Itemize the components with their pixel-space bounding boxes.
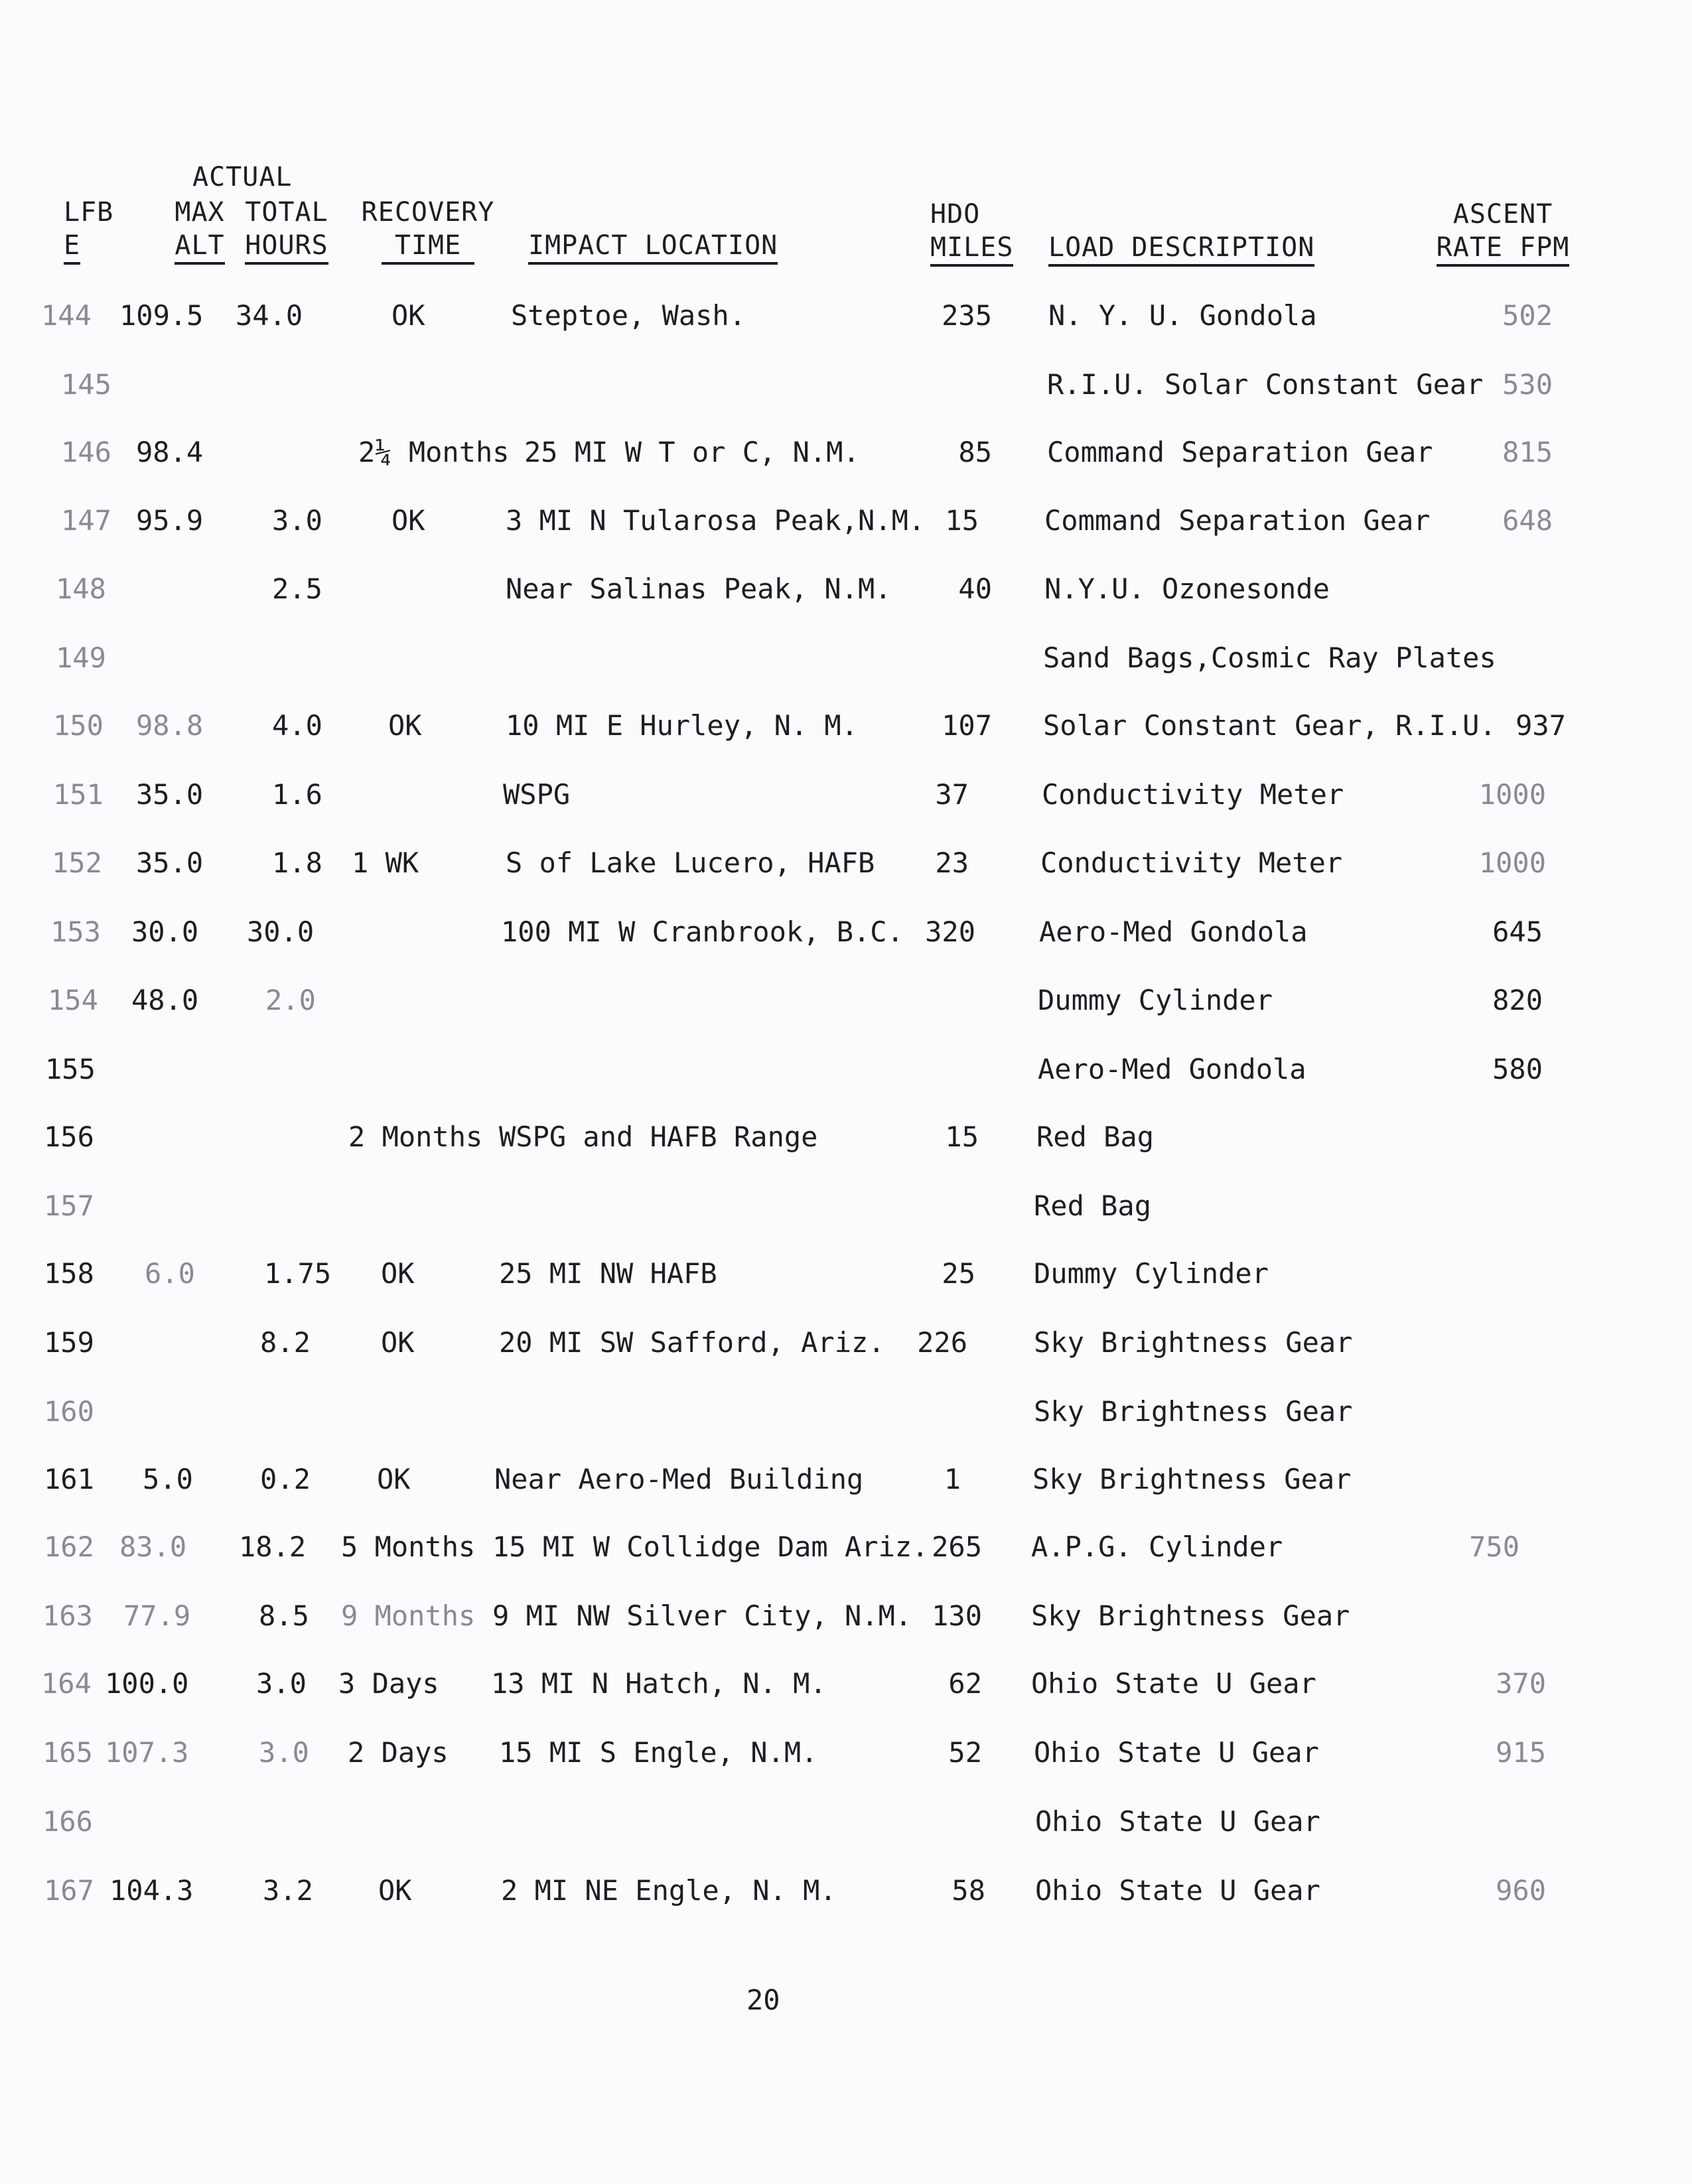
table-row — [0, 1323, 1692, 1363]
load-description: R.I.U. Solar Constant Gear — [1047, 368, 1484, 401]
total-hours: 1.75 — [264, 1257, 332, 1290]
hdo-miles: 25 — [942, 1257, 975, 1290]
max-alt: 100.0 — [105, 1667, 189, 1700]
max-alt: 83.0 — [119, 1531, 187, 1563]
header-recovery-time: RECOVERY TIME — [358, 196, 498, 262]
hdo-miles: 62 — [948, 1667, 982, 1700]
balloon-number: 153 — [50, 916, 101, 948]
table-row — [0, 775, 1692, 815]
balloon-number: 155 — [45, 1053, 96, 1085]
balloon-number: 150 — [53, 709, 104, 742]
load-description: Sky Brightness Gear — [1031, 1600, 1350, 1632]
balloon-number: 166 — [42, 1805, 93, 1838]
max-alt: 95.9 — [136, 504, 204, 537]
max-alt: 77.9 — [123, 1600, 191, 1632]
balloon-number: 157 — [44, 1190, 94, 1222]
impact-location: WSPG — [503, 778, 571, 811]
recovery-time: 5 Months — [341, 1531, 476, 1563]
recovery-time: OK — [381, 1326, 415, 1359]
balloon-number: 165 — [42, 1736, 93, 1769]
balloon-number: 163 — [42, 1600, 93, 1632]
max-alt: 109.5 — [119, 299, 204, 332]
load-description: Sky Brightness Gear — [1034, 1395, 1353, 1428]
header-total-hours: TOTAL HOURS — [240, 196, 333, 262]
impact-location: 25 MI NW HAFB — [499, 1257, 717, 1290]
max-alt: 104.3 — [109, 1874, 194, 1907]
hdo-miles: 37 — [935, 778, 969, 811]
load-description: Red Bag — [1036, 1121, 1155, 1153]
total-hours: 3.2 — [263, 1874, 313, 1907]
header-hdo-miles: HDO MILES — [930, 198, 1013, 264]
recovery-time: OK — [391, 299, 425, 332]
load-description: Command Separation Gear — [1044, 504, 1431, 537]
ascent-rate: 815 — [1502, 436, 1553, 468]
balloon-number: 148 — [56, 573, 106, 605]
hdo-miles: 320 — [925, 916, 975, 948]
header-no-line2: E — [64, 230, 80, 265]
total-hours: 2.5 — [272, 573, 322, 605]
recovery-time: 2 Months — [348, 1121, 483, 1153]
load-description: Red Bag — [1034, 1190, 1152, 1222]
recovery-time: OK — [381, 1257, 415, 1290]
max-alt: 5.0 — [143, 1463, 193, 1495]
hdo-miles: 52 — [948, 1736, 982, 1769]
hdo-miles: 265 — [932, 1531, 982, 1563]
max-alt: 107.3 — [105, 1736, 189, 1769]
ascent-rate: 960 — [1496, 1874, 1546, 1907]
balloon-number: 164 — [41, 1667, 92, 1700]
recovery-time: 2¼ Months — [358, 436, 510, 468]
load-description: Solar Constant Gear, R.I.U. — [1043, 709, 1496, 742]
total-hours: 8.2 — [260, 1326, 311, 1359]
load-description: Sky Brightness Gear — [1034, 1326, 1353, 1359]
max-alt: 35.0 — [136, 847, 204, 879]
total-hours: 8.5 — [259, 1600, 309, 1632]
hdo-miles: 15 — [945, 504, 979, 537]
table-row — [0, 433, 1692, 472]
balloon-number: 146 — [61, 436, 111, 468]
hdo-miles: 15 — [945, 1121, 979, 1153]
impact-location: 10 MI E Hurley, N. M. — [506, 709, 859, 742]
balloon-number: 158 — [44, 1257, 94, 1290]
table-row — [0, 1117, 1692, 1157]
load-description: N. Y. U. Gondola — [1048, 299, 1317, 332]
hdo-miles: 58 — [952, 1874, 985, 1907]
recovery-time: 3 Days — [338, 1667, 439, 1700]
table-row — [0, 912, 1692, 952]
table-row — [0, 1186, 1692, 1226]
header-actual: ACTUAL — [192, 162, 293, 192]
ascent-rate: 937 — [1516, 709, 1566, 742]
header-load-description: LOAD DESCRIPTION — [1048, 231, 1314, 264]
load-description: N.Y.U. Ozonesonde — [1044, 573, 1330, 605]
impact-location: Near Aero-Med Building — [494, 1463, 864, 1495]
hdo-miles: 85 — [958, 436, 992, 468]
load-description: Ohio State U Gear — [1035, 1805, 1320, 1838]
total-hours: 1.8 — [272, 847, 322, 879]
table-row — [0, 1527, 1692, 1567]
table-row — [0, 296, 1692, 336]
total-hours: 2.0 — [265, 984, 316, 1016]
total-hours: 0.2 — [260, 1463, 311, 1495]
page-number: 20 — [746, 1984, 780, 2016]
balloon-number: 167 — [44, 1874, 94, 1907]
hdo-miles: 23 — [935, 847, 969, 879]
ascent-rate: 370 — [1496, 1667, 1546, 1700]
impact-location: 3 MI N Tularosa Peak,N.M. — [506, 504, 926, 537]
balloon-number: 144 — [41, 299, 92, 332]
load-description: Sky Brightness Gear — [1032, 1463, 1352, 1495]
hdo-miles: 40 — [958, 573, 992, 605]
recovery-time: OK — [377, 1463, 411, 1495]
balloon-number: 149 — [56, 642, 106, 674]
hdo-miles: 130 — [932, 1600, 982, 1632]
recovery-time: OK — [378, 1874, 412, 1907]
impact-location: 13 MI N Hatch, N. M. — [491, 1667, 827, 1700]
max-alt: 98.8 — [136, 709, 204, 742]
balloon-number: 152 — [52, 847, 102, 879]
ascent-rate: 820 — [1492, 984, 1543, 1016]
table-row — [0, 638, 1692, 678]
ascent-rate: 1000 — [1478, 778, 1546, 811]
table-row — [0, 1050, 1692, 1089]
total-hours: 3.0 — [259, 1736, 309, 1769]
load-description: Aero-Med Gondola — [1039, 916, 1308, 948]
impact-location: 20 MI SW Safford, Ariz. — [499, 1326, 885, 1359]
table-row — [0, 1871, 1692, 1911]
balloon-number: 147 — [61, 504, 111, 537]
balloon-number: 145 — [61, 368, 111, 401]
load-description: Dummy Cylinder — [1038, 984, 1273, 1016]
impact-location: 9 MI NW Silver City, N.M. — [492, 1600, 912, 1632]
ascent-rate: 750 — [1469, 1531, 1519, 1563]
load-description: Command Separation Gear — [1047, 436, 1433, 468]
load-description: Ohio State U Gear — [1031, 1667, 1316, 1700]
header-no — [64, 196, 113, 262]
balloon-number: 162 — [44, 1531, 94, 1563]
load-description: A.P.G. Cylinder — [1031, 1531, 1283, 1563]
header-max-alt: MAX ALT — [157, 196, 243, 262]
hdo-miles: 107 — [942, 709, 992, 742]
table-row — [0, 1460, 1692, 1499]
balloon-number: 156 — [44, 1121, 94, 1153]
load-description: Sand Bags,Cosmic Ray Plates — [1043, 642, 1496, 674]
impact-location: 2 MI NE Engle, N. M. — [501, 1874, 837, 1907]
table-row — [0, 501, 1692, 541]
recovery-time: 1 WK — [352, 847, 419, 879]
max-alt: 35.0 — [136, 778, 204, 811]
table-row — [0, 1596, 1692, 1636]
impact-location: S of Lake Lucero, HAFB — [506, 847, 875, 879]
header-no-line1: LFB — [64, 197, 114, 228]
table-row — [0, 1733, 1692, 1773]
header-impact-location: IMPACT LOCATION — [528, 229, 778, 262]
balloon-number: 154 — [48, 984, 98, 1016]
hdo-miles: 226 — [917, 1326, 967, 1359]
table-row — [0, 569, 1692, 609]
ascent-rate: 530 — [1502, 368, 1553, 401]
impact-location: 15 MI W Collidge Dam Ariz. — [492, 1531, 929, 1563]
max-alt: 48.0 — [131, 984, 199, 1016]
max-alt: 6.0 — [145, 1257, 195, 1290]
impact-location: Near Salinas Peak, N.M. — [506, 573, 892, 605]
balloon-number: 151 — [53, 778, 104, 811]
hdo-miles: 235 — [942, 299, 992, 332]
header-ascent-rate: ASCENT RATE FPM — [1433, 198, 1573, 264]
impact-location: 25 MI W T or C, N.M. — [524, 436, 860, 468]
table-row — [0, 1254, 1692, 1294]
recovery-time: 9 Months — [341, 1600, 476, 1632]
load-description: Aero-Med Gondola — [1038, 1053, 1306, 1085]
total-hours: 3.0 — [256, 1667, 307, 1700]
total-hours: 34.0 — [236, 299, 303, 332]
max-alt: 30.0 — [131, 916, 199, 948]
ascent-rate: 1000 — [1478, 847, 1546, 879]
balloon-number: 159 — [44, 1326, 94, 1359]
load-description: Ohio State U Gear — [1035, 1874, 1320, 1907]
load-description: Conductivity Meter — [1040, 847, 1343, 879]
total-hours: 1.6 — [272, 778, 322, 811]
table-row — [0, 1664, 1692, 1704]
ascent-rate: 580 — [1492, 1053, 1543, 1085]
impact-location: WSPG and HAFB Range — [499, 1121, 818, 1153]
table-row — [0, 365, 1692, 405]
table-row — [0, 1392, 1692, 1432]
impact-location: 100 MI W Cranbrook, B.C. — [501, 916, 904, 948]
ascent-rate: 645 — [1492, 916, 1543, 948]
recovery-time: OK — [391, 504, 425, 537]
impact-location: Steptoe, Wash. — [511, 299, 746, 332]
table-row — [0, 981, 1692, 1020]
table-row — [0, 1802, 1692, 1842]
total-hours: 30.0 — [247, 916, 315, 948]
table-row — [0, 843, 1692, 883]
max-alt: 98.4 — [136, 436, 204, 468]
recovery-time: OK — [388, 709, 422, 742]
total-hours: 18.2 — [239, 1531, 307, 1563]
impact-location: 15 MI S Engle, N.M. — [499, 1736, 818, 1769]
load-description: Conductivity Meter — [1042, 778, 1344, 811]
ascent-rate: 915 — [1496, 1736, 1546, 1769]
table-row — [0, 706, 1692, 746]
load-description: Dummy Cylinder — [1034, 1257, 1269, 1290]
balloon-number: 161 — [44, 1463, 94, 1495]
ascent-rate: 648 — [1502, 504, 1553, 537]
recovery-time: 2 Days — [348, 1736, 449, 1769]
ascent-rate: 502 — [1502, 299, 1553, 332]
load-description: Ohio State U Gear — [1034, 1736, 1319, 1769]
hdo-miles: 1 — [944, 1463, 961, 1495]
total-hours: 4.0 — [272, 709, 322, 742]
total-hours: 3.0 — [272, 504, 322, 537]
balloon-number: 160 — [44, 1395, 94, 1428]
